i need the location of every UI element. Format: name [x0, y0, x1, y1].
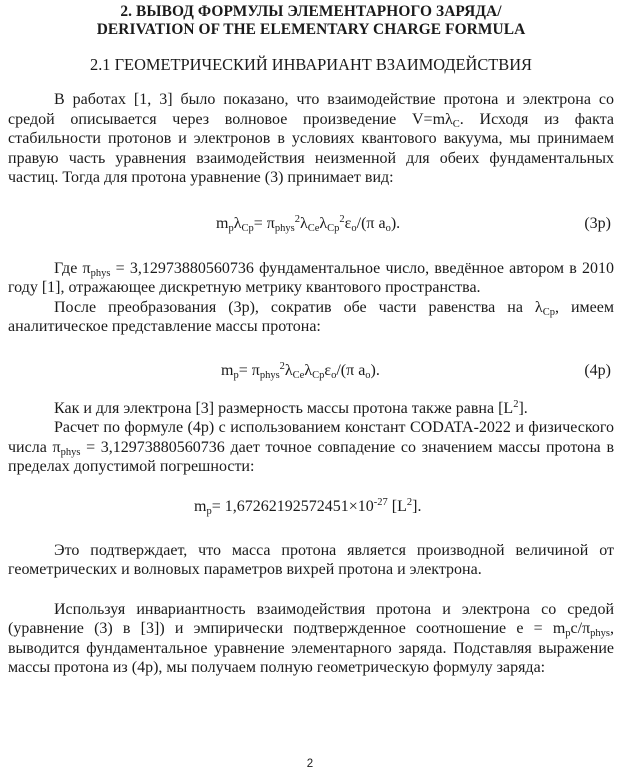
equation-3p-expression: $m_p\lambda_{Cp}= \pi_{phys}^2\lambda_{Ce}\lambda_{Cp}^2\varepsilon_o/(\pi$ $a_o$).: [216, 213, 401, 234]
chapter-title: [8, 3, 614, 39]
equation-4p-number: (4p): [584, 361, 611, 379]
paragraph-dimension: Как и для электрона [3] размерность массы протона также равна $[L^2]$.: [54, 398, 528, 417]
document-page: [8, 0, 614, 678]
page-number: 2: [306, 758, 314, 770]
equation-4p-expression: $m_p= \pi_{phys}^2\lambda_{Ce}\lambda_{Cp}\varepsilon_o/(\pi$ $a_o$).: [221, 360, 380, 381]
chapter-title-line-2: DERIVATION OF THE ELEMENTARY CHARGE FORMULA: [96, 21, 526, 38]
paragraph-pi-phys: Где $\pi_{phys} = 3,12973880560736$ фундаментальное число, введённое автором в 2010 году [1], отражающее дискретную метрику квантового пространства.: [8, 259, 614, 296]
equation-3p-number: (3p): [584, 214, 611, 232]
equation-3p: [8, 214, 614, 234]
section-title: 2.1 ГЕОМЕТРИЧЕСКИЙ ИНВАРИАНТ ВЗАИМОДЕЙСТВИЯ: [90, 55, 532, 74]
equation-4p: [8, 361, 614, 381]
paragraph-transform: После преобразования (3р), сократив обе части равенства на $\lambda_{Cp}$, имеем аналитическое представление массы протона:: [8, 298, 615, 335]
equation-proton-mass: [8, 497, 614, 517]
paragraph-conclusion: Это подтверждает, что масса протона является производной величиной от геометрических и волновых параметров вихрей протона и электрона.: [8, 541, 614, 578]
paragraph-codata: Расчет по формуле (4р) с использованием констант CODATA-2022 и физического числа $\pi_{phys} = 3,12973880560736$ дает точное совпадение со значением массы протона в пределах допустимой погрешности:: [8, 419, 614, 475]
paragraph-intro: В работах [1, 3] было показано, что взаимодействие протона и электрона со средой описывается через волновое произведение $V=m\lambda_C$. Исходя из факта стабильности протонов и электронов в условиях квантового вакуума, мы принимаем правую часть уравнения взаимодействия неизменной для обеих фундаментальных частиц. Тогда для протона уравнение (3) принимает вид:: [8, 91, 615, 186]
chapter-title-line-1: 2. ВЫВОД ФОРМУЛЫ ЭЛЕМЕНТАРНОГО ЗАРЯДА/: [120, 3, 502, 20]
paragraph-charge-derivation: Используя инвариантность взаимодействия протона и электрона со средой (уравнение (3) в [3]) и эмпирически подтвержденное соотношение $e = m_pc/\pi_{phys}$, выводится фундаментальное уравнение элементарного заряда. Подставляя выражение массы протона из (4р), мы получаем полную геометрическую формулу заряда:: [8, 600, 614, 676]
equation-proton-mass-expression: $m_p= 1,67262192572451\times 10^{-27}$ $[L^2]$.: [194, 496, 422, 517]
